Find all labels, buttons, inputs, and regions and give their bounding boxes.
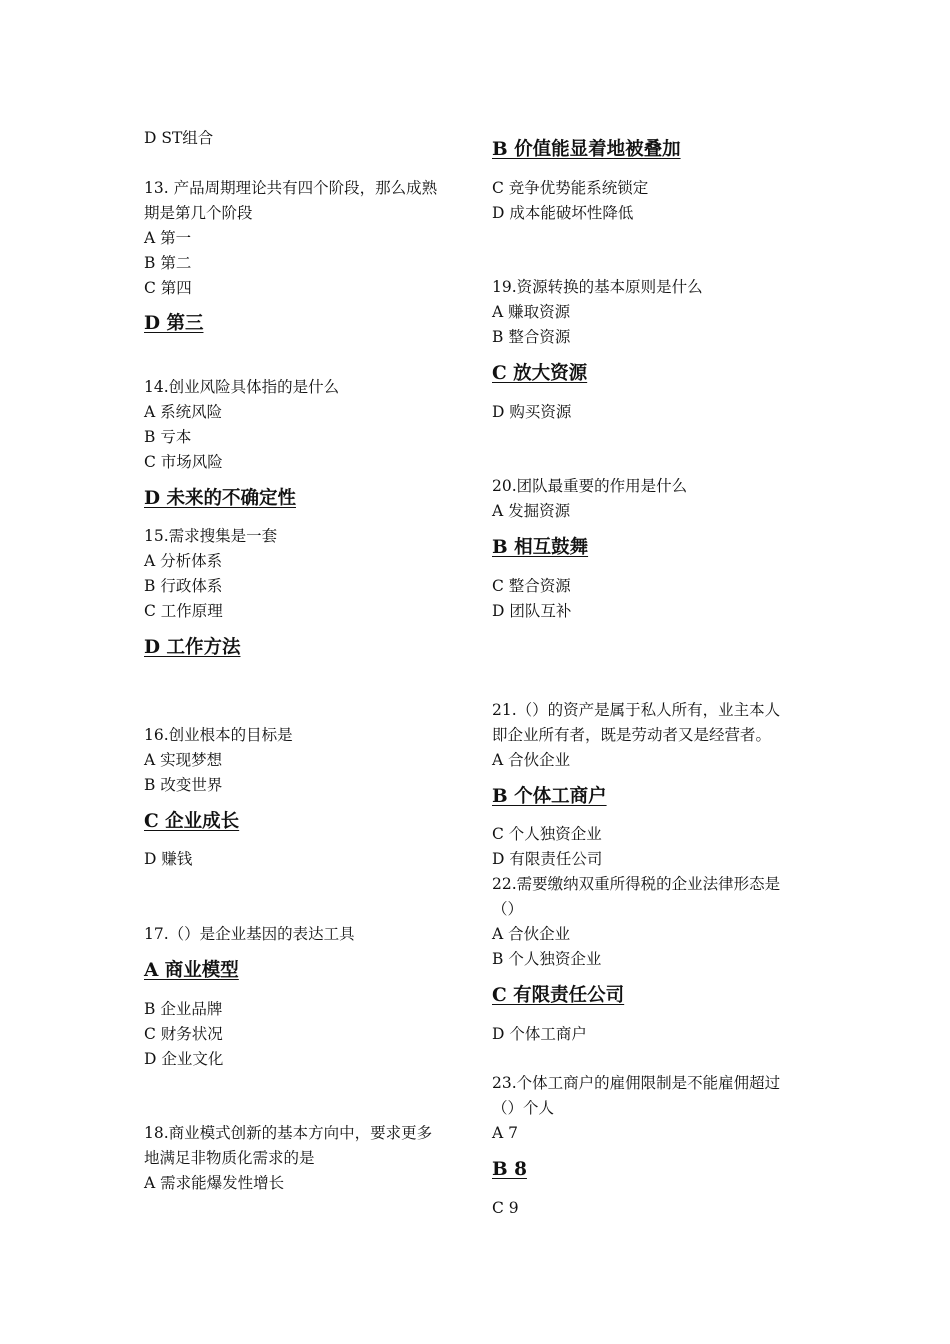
question-22-option-b: B 个人独资企业 — [492, 950, 602, 968]
question-13-stem-cont: 期是第几个阶段 — [144, 204, 253, 222]
question-15-option-a: A 分析体系 — [144, 552, 223, 570]
question-18-option-c: C 竞争优势能系统锁定 — [492, 179, 649, 197]
question-13-option-b: B 第二 — [144, 254, 192, 272]
question-17-option-d: D 企业文化 — [144, 1050, 224, 1068]
question-20-answer: B 相互鼓舞 — [492, 537, 589, 558]
question-19-answer: C 放大资源 — [492, 363, 588, 384]
question-20-option-c: C 整合资源 — [492, 577, 571, 595]
question-16-option-b: B 改变世界 — [144, 776, 223, 794]
question-14-option-a: A 系统风险 — [144, 403, 223, 421]
question-18-option-d: D 成本能破坏性降低 — [492, 204, 634, 222]
question-13-option-a: A 第一 — [144, 229, 192, 247]
question-22-stem: 22.需要缴纳双重所得税的企业法律形态是 — [492, 875, 781, 893]
option-text: D ST组合 — [144, 129, 214, 147]
question-14-option-b: B 亏本 — [144, 428, 192, 446]
question-23-answer: B 8 — [492, 1159, 527, 1180]
question-13-stem: 13. 产品周期理论共有四个阶段，那么成熟 — [144, 179, 438, 197]
question-23-stem: 23.个体工商户的雇佣限制是不能雇佣超过 — [492, 1074, 781, 1092]
question-16-option-d: D 赚钱 — [144, 850, 193, 868]
question-22-option-a: A 合伙企业 — [492, 925, 571, 943]
question-15-option-b: B 行政体系 — [144, 577, 223, 595]
question-22-option-d: D 个体工商户 — [492, 1025, 587, 1043]
question-17-stem: 17.（）是企业基因的表达工具 — [144, 925, 355, 943]
question-19-option-d: D 购买资源 — [492, 403, 572, 421]
question-21-option-a: A 合伙企业 — [492, 751, 571, 769]
question-22-answer: C 有限责任公司 — [492, 985, 625, 1006]
question-21-option-c: C 个人独资企业 — [492, 825, 602, 843]
question-16-stem: 16.创业根本的目标是 — [144, 726, 293, 744]
question-13-answer: D 第三 — [144, 313, 204, 334]
question-18-option-a: A 需求能爆发性增长 — [144, 1174, 285, 1192]
question-15-answer: D 工作方法 — [144, 637, 241, 658]
question-15-option-c: C 工作原理 — [144, 602, 223, 620]
question-20-option-d: D 团队互补 — [492, 602, 572, 620]
question-17-option-c: C 财务状况 — [144, 1025, 223, 1043]
question-21-stem-cont: 即企业所有者，既是劳动者又是经营者。 — [492, 726, 772, 744]
question-19-option-b: B 整合资源 — [492, 328, 571, 346]
question-22-stem-cont: （） — [492, 900, 524, 918]
question-15-stem: 15.需求搜集是一套 — [144, 527, 278, 545]
question-17-option-b: B 企业品牌 — [144, 1000, 223, 1018]
question-20-option-a: A 发掘资源 — [492, 502, 571, 520]
question-14-stem: 14.创业风险具体指的是什么 — [144, 378, 340, 396]
question-19-stem: 19.资源转换的基本原则是什么 — [492, 278, 703, 296]
question-18-answer: B 价值能显着地被叠加 — [492, 139, 681, 160]
question-20-stem: 20.团队最重要的作用是什么 — [492, 477, 688, 495]
question-18-stem: 18.商业模式创新的基本方向中，要求更多 — [144, 1124, 433, 1142]
question-17-answer: A 商业模型 — [144, 960, 239, 981]
question-21-option-d: D 有限责任公司 — [492, 850, 603, 868]
question-23-option-a: A 7 — [492, 1124, 518, 1142]
question-18-stem-cont: 地满足非物质化需求的是 — [144, 1149, 315, 1167]
question-16-option-a: A 实现梦想 — [144, 751, 223, 769]
question-16-answer: C 企业成长 — [144, 811, 240, 832]
question-21-answer: B 个体工商户 — [492, 786, 607, 807]
question-19-option-a: A 赚取资源 — [492, 303, 571, 321]
question-14-option-c: C 市场风险 — [144, 453, 223, 471]
question-23-option-c: C 9 — [492, 1199, 519, 1217]
question-21-stem: 21.（）的资产是属于私人所有，业主本人 — [492, 701, 781, 719]
question-23-stem-cont: （）个人 — [492, 1099, 555, 1117]
question-14-answer: D 未来的不确定性 — [144, 488, 296, 509]
question-13-option-c: C 第四 — [144, 279, 192, 297]
